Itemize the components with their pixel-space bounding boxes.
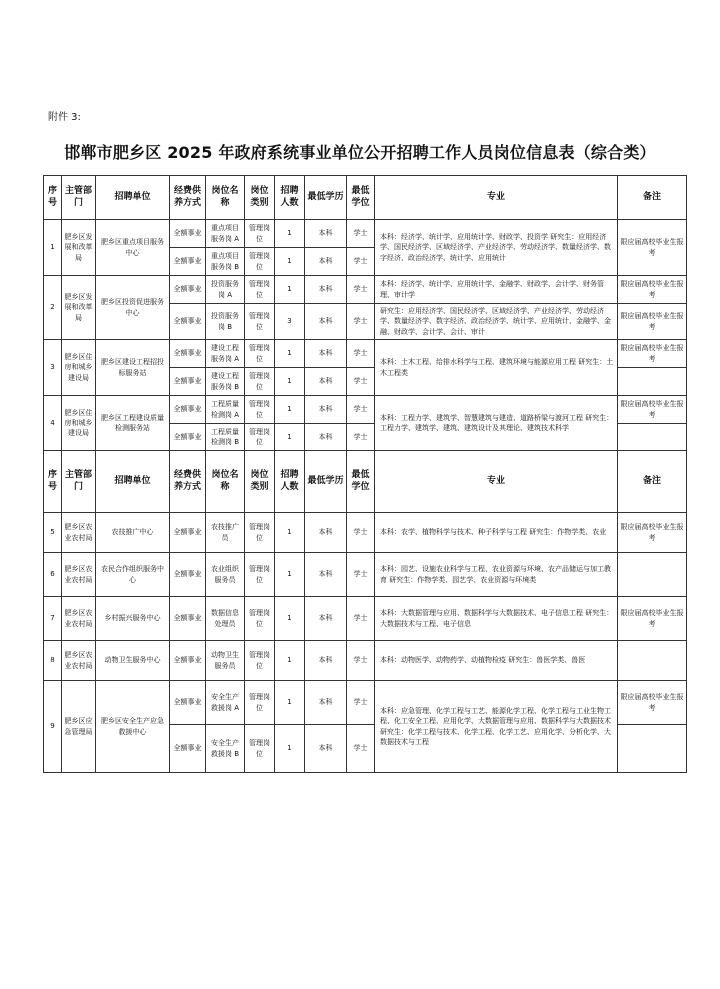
count-cell: 1 bbox=[275, 553, 305, 597]
unit-cell: 肥乡区投资促进服务中心 bbox=[96, 276, 170, 340]
education-cell: 本科 bbox=[305, 597, 347, 641]
header-position: 岗位名称 bbox=[206, 451, 245, 513]
funding-cell: 全额事业 bbox=[170, 304, 206, 340]
education-cell: 本科 bbox=[305, 553, 347, 597]
document-title: 邯郸市肥乡区 2025 年政府系统事业单位公开招聘工作人员岗位信息表（综合类） bbox=[64, 143, 656, 162]
table-row bbox=[44, 513, 687, 553]
unit-cell: 肥乡区工程建设质量检测服务站 bbox=[96, 396, 170, 451]
category-cell: 管理岗位 bbox=[245, 304, 275, 340]
count-cell: 1 bbox=[275, 641, 305, 681]
education-cell: 本科 bbox=[305, 248, 347, 276]
seq-cell: 3 bbox=[44, 340, 62, 396]
unit-cell: 肥乡区重点项目服务中心 bbox=[96, 220, 170, 276]
note-cell bbox=[618, 641, 687, 681]
count-cell: 1 bbox=[275, 340, 305, 368]
position-cell: 安全生产救援岗 A bbox=[206, 681, 245, 725]
major-cell: 本科：动物医学、动物药学、动植物检疫 研究生：兽医学类、兽医 bbox=[375, 641, 618, 681]
position-cell: 建设工程服务岗 B bbox=[206, 368, 245, 396]
header-dept: 主管部门 bbox=[62, 176, 96, 220]
education-cell: 本科 bbox=[305, 396, 347, 424]
count-cell: 1 bbox=[275, 368, 305, 396]
degree-cell: 学士 bbox=[347, 304, 375, 340]
major-cell: 本科：经济学、统计学、应用统计学、金融学、财政学、会计学、财务管理、审计学 bbox=[375, 276, 618, 304]
header-major: 专业 bbox=[375, 451, 618, 513]
education-cell: 本科 bbox=[305, 276, 347, 304]
dept-cell: 肥乡区农业农村局 bbox=[62, 553, 96, 597]
category-cell: 管理岗位 bbox=[245, 681, 275, 725]
header-note: 备注 bbox=[618, 176, 687, 220]
major-cell: 本科：园艺、设施农业科学与工程、农业资源与环境、农产品储运与加工教育 研究生：作物学类、园艺学、农业资源与环境类 bbox=[375, 553, 618, 597]
position-cell: 工程质量检测岗 A bbox=[206, 396, 245, 424]
dept-cell: 肥乡区农业农村局 bbox=[62, 513, 96, 553]
category-cell: 管理岗位 bbox=[245, 248, 275, 276]
position-cell: 数据信息处理员 bbox=[206, 597, 245, 641]
funding-cell: 全额事业 bbox=[170, 340, 206, 368]
note-cell bbox=[618, 424, 687, 451]
count-cell: 1 bbox=[275, 220, 305, 248]
header-seq: 序号 bbox=[44, 451, 62, 513]
degree-cell: 学士 bbox=[347, 220, 375, 248]
seq-cell: 9 bbox=[44, 681, 62, 773]
degree-cell: 学士 bbox=[347, 681, 375, 725]
header-unit: 招聘单位 bbox=[96, 451, 170, 513]
position-cell: 投资服务岗 A bbox=[206, 276, 245, 304]
header-education: 最低学历 bbox=[305, 176, 347, 220]
funding-cell: 全额事业 bbox=[170, 276, 206, 304]
seq-cell: 7 bbox=[44, 597, 62, 641]
funding-cell: 全额事业 bbox=[170, 597, 206, 641]
header-funding: 经费供养方式 bbox=[170, 451, 206, 513]
header-category: 岗位类别 bbox=[245, 176, 275, 220]
table-row bbox=[44, 396, 687, 424]
category-cell: 管理岗位 bbox=[245, 368, 275, 396]
table-row bbox=[44, 681, 687, 725]
header-degree: 最低学位 bbox=[347, 451, 375, 513]
seq-cell: 2 bbox=[44, 276, 62, 340]
education-cell: 本科 bbox=[305, 641, 347, 681]
seq-cell: 5 bbox=[44, 513, 62, 553]
funding-cell: 全额事业 bbox=[170, 681, 206, 725]
table-header-row bbox=[44, 176, 687, 220]
header-count: 招聘人数 bbox=[275, 176, 305, 220]
funding-cell: 全额事业 bbox=[170, 725, 206, 773]
note-cell: 限应届高校毕业生报考 bbox=[618, 220, 687, 276]
table-row bbox=[44, 641, 687, 681]
major-cell: 研究生：应用经济学、国民经济学、区域经济学、产业经济学、劳动经济学、数量经济学、数字经济、政治经济学、统计学、应用统计、金融学、金融、财政学、会计学、会计、审计 bbox=[375, 304, 618, 340]
dept-cell: 肥乡区发展和改革局 bbox=[62, 220, 96, 276]
seq-cell: 8 bbox=[44, 641, 62, 681]
education-cell: 本科 bbox=[305, 304, 347, 340]
major-cell: 本科：大数据管理与应用、数据科学与大数据技术、电子信息工程 研究生：大数据技术与工程、电子信息 bbox=[375, 597, 618, 641]
degree-cell: 学士 bbox=[347, 424, 375, 451]
count-cell: 1 bbox=[275, 276, 305, 304]
education-cell: 本科 bbox=[305, 340, 347, 368]
note-cell: 限应届高校毕业生报考 bbox=[618, 304, 687, 340]
position-cell: 安全生产救援岗 B bbox=[206, 725, 245, 773]
position-cell: 农技推广员 bbox=[206, 513, 245, 553]
seq-cell: 4 bbox=[44, 396, 62, 451]
table-row bbox=[44, 553, 687, 597]
degree-cell: 学士 bbox=[347, 396, 375, 424]
funding-cell: 全额事业 bbox=[170, 248, 206, 276]
degree-cell: 学士 bbox=[347, 248, 375, 276]
category-cell: 管理岗位 bbox=[245, 220, 275, 248]
category-cell: 管理岗位 bbox=[245, 641, 275, 681]
note-cell: 限应届高校毕业生报考 bbox=[618, 681, 687, 725]
count-cell: 3 bbox=[275, 304, 305, 340]
degree-cell: 学士 bbox=[347, 276, 375, 304]
header-dept: 主管部门 bbox=[62, 451, 96, 513]
category-cell: 管理岗位 bbox=[245, 424, 275, 451]
funding-cell: 全额事业 bbox=[170, 553, 206, 597]
degree-cell: 学士 bbox=[347, 725, 375, 773]
unit-cell: 动物卫生服务中心 bbox=[96, 641, 170, 681]
dept-cell: 肥乡区住房和城乡建设局 bbox=[62, 340, 96, 396]
education-cell: 本科 bbox=[305, 725, 347, 773]
count-cell: 1 bbox=[275, 725, 305, 773]
dept-cell: 肥乡区住房和城乡建设局 bbox=[62, 396, 96, 451]
position-cell: 工程质量检测岗 B bbox=[206, 424, 245, 451]
funding-cell: 全额事业 bbox=[170, 368, 206, 396]
category-cell: 管理岗位 bbox=[245, 553, 275, 597]
header-funding: 经费供养方式 bbox=[170, 176, 206, 220]
unit-cell: 农技推广中心 bbox=[96, 513, 170, 553]
job-table bbox=[43, 175, 687, 773]
position-cell: 动物卫生服务员 bbox=[206, 641, 245, 681]
degree-cell: 学士 bbox=[347, 553, 375, 597]
category-cell: 管理岗位 bbox=[245, 396, 275, 424]
education-cell: 本科 bbox=[305, 220, 347, 248]
unit-cell: 农民合作组织服务中心 bbox=[96, 553, 170, 597]
position-cell: 投资服务岗 B bbox=[206, 304, 245, 340]
major-cell: 本科：应急管理、化学工程与工艺、能源化学工程、化学工程与工业生物工程、化工安全工程、应用化学、大数据管理与应用、数据科学与大数据技术 研究生：化学工程与技术、化学工程、化学工艺、应用化学、分析化学、大数据技术与工程 bbox=[375, 681, 618, 773]
major-cell: 本科：农学、植物科学与技术、种子科学与工程 研究生：作物学类、农业 bbox=[375, 513, 618, 553]
dept-cell: 肥乡区发展和改革局 bbox=[62, 276, 96, 340]
education-cell: 本科 bbox=[305, 681, 347, 725]
table-row bbox=[44, 220, 687, 248]
degree-cell: 学士 bbox=[347, 513, 375, 553]
header-degree: 最低学位 bbox=[347, 176, 375, 220]
note-cell: 限应届高校毕业生报考 bbox=[618, 396, 687, 424]
header-seq: 序号 bbox=[44, 176, 62, 220]
note-cell bbox=[618, 368, 687, 396]
funding-cell: 全额事业 bbox=[170, 396, 206, 424]
table-row bbox=[44, 597, 687, 641]
position-cell: 重点项目服务岗 B bbox=[206, 248, 245, 276]
header-note: 备注 bbox=[618, 451, 687, 513]
degree-cell: 学士 bbox=[347, 641, 375, 681]
count-cell: 1 bbox=[275, 681, 305, 725]
degree-cell: 学士 bbox=[347, 597, 375, 641]
table-row bbox=[44, 340, 687, 368]
position-cell: 农业组织服务员 bbox=[206, 553, 245, 597]
funding-cell: 全额事业 bbox=[170, 424, 206, 451]
note-cell: 限应届高校毕业生报考 bbox=[618, 276, 687, 304]
count-cell: 1 bbox=[275, 424, 305, 451]
note-cell: 限应届高校毕业生报考 bbox=[618, 597, 687, 641]
note-cell: 限应届高校毕业生报考 bbox=[618, 513, 687, 553]
count-cell: 1 bbox=[275, 513, 305, 553]
header-position: 岗位名称 bbox=[206, 176, 245, 220]
count-cell: 1 bbox=[275, 248, 305, 276]
major-cell: 本科：土木工程、给排水科学与工程、建筑环境与能源应用工程 研究生：土木工程类 bbox=[375, 340, 618, 396]
count-cell: 1 bbox=[275, 597, 305, 641]
table-header-row bbox=[44, 451, 687, 513]
education-cell: 本科 bbox=[305, 368, 347, 396]
header-unit: 招聘单位 bbox=[96, 176, 170, 220]
unit-cell: 乡村振兴服务中心 bbox=[96, 597, 170, 641]
header-major: 专业 bbox=[375, 176, 618, 220]
degree-cell: 学士 bbox=[347, 368, 375, 396]
funding-cell: 全额事业 bbox=[170, 513, 206, 553]
category-cell: 管理岗位 bbox=[245, 513, 275, 553]
seq-cell: 6 bbox=[44, 553, 62, 597]
header-education: 最低学历 bbox=[305, 451, 347, 513]
seq-cell: 1 bbox=[44, 220, 62, 276]
education-cell: 本科 bbox=[305, 513, 347, 553]
category-cell: 管理岗位 bbox=[245, 340, 275, 368]
header-count: 招聘人数 bbox=[275, 451, 305, 513]
position-cell: 建设工程服务岗 A bbox=[206, 340, 245, 368]
attachment-label: 附件 3: bbox=[48, 112, 81, 123]
category-cell: 管理岗位 bbox=[245, 276, 275, 304]
funding-cell: 全额事业 bbox=[170, 220, 206, 248]
note-cell bbox=[618, 553, 687, 597]
header-category: 岗位类别 bbox=[245, 451, 275, 513]
degree-cell: 学士 bbox=[347, 340, 375, 368]
table-row bbox=[44, 276, 687, 304]
dept-cell: 肥乡区农业农村局 bbox=[62, 597, 96, 641]
dept-cell: 肥乡区农业农村局 bbox=[62, 641, 96, 681]
major-cell: 本科：工程力学、建筑学、智慧建筑与建造、道路桥梁与渡河工程 研究生：工程力学、建筑学、建筑、建筑设计及其理论、建筑技术科学 bbox=[375, 396, 618, 451]
category-cell: 管理岗位 bbox=[245, 597, 275, 641]
major-cell: 本科：经济学、统计学、应用统计学、财政学、投资学 研究生：应用经济学、国民经济学、区域经济学、产业经济学、劳动经济学、数量经济学、数字经济、政治经济学、统计学、应用统计 bbox=[375, 220, 618, 276]
unit-cell: 肥乡区建设工程招投标服务站 bbox=[96, 340, 170, 396]
funding-cell: 全额事业 bbox=[170, 641, 206, 681]
category-cell: 管理岗位 bbox=[245, 725, 275, 773]
unit-cell: 肥乡区安全生产应急救援中心 bbox=[96, 681, 170, 773]
education-cell: 本科 bbox=[305, 424, 347, 451]
count-cell: 1 bbox=[275, 396, 305, 424]
note-cell bbox=[618, 725, 687, 773]
position-cell: 重点项目服务岗 A bbox=[206, 220, 245, 248]
note-cell: 限应届高校毕业生报考 bbox=[618, 340, 687, 368]
dept-cell: 肥乡区应急管理局 bbox=[62, 681, 96, 773]
